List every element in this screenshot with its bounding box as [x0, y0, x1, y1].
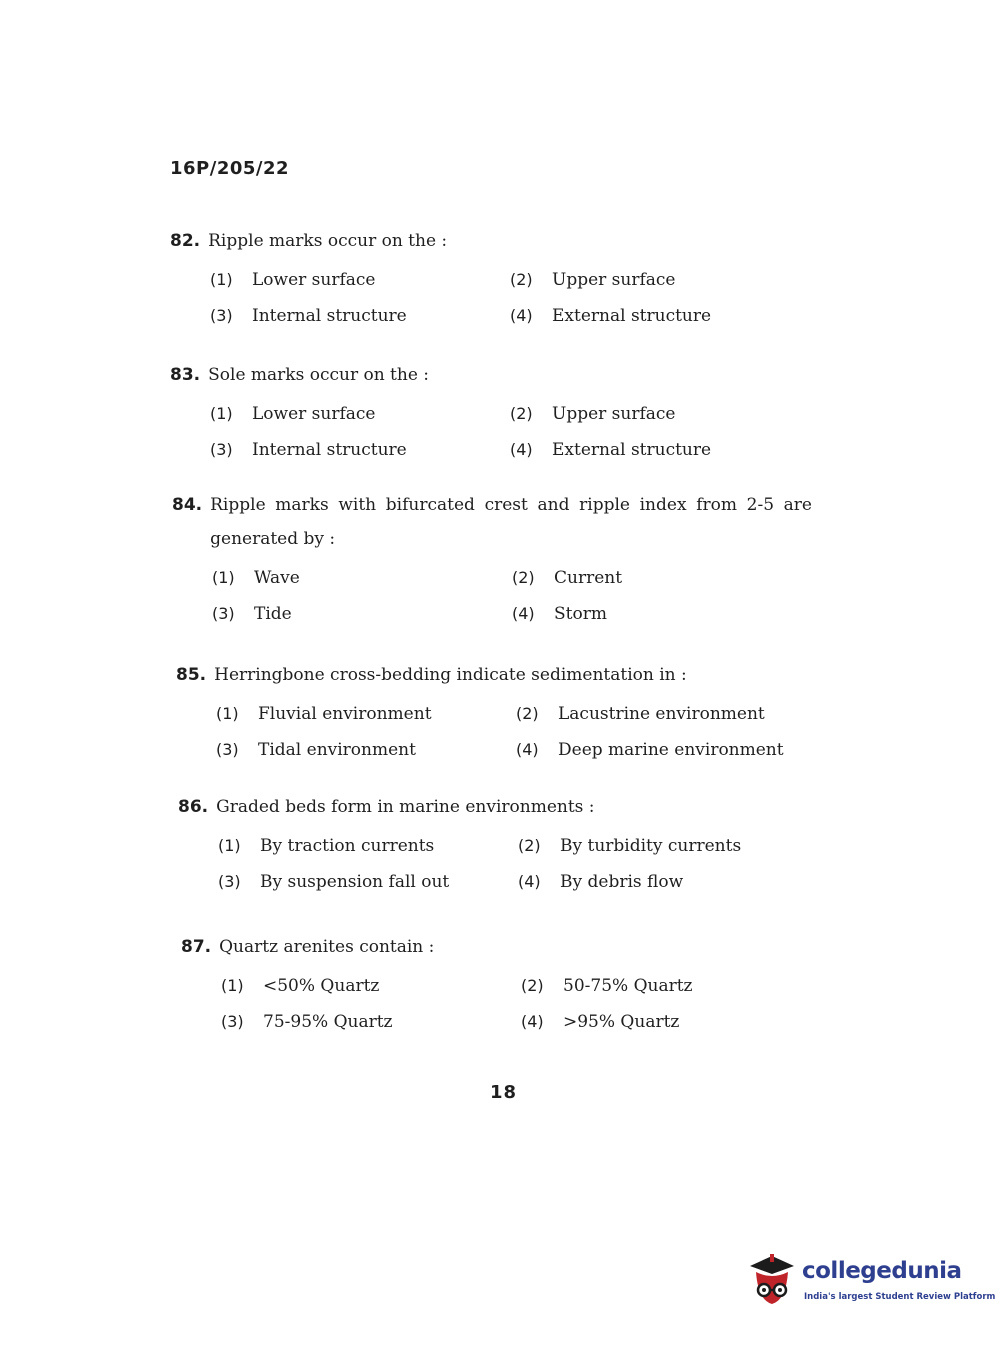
question-84 — [172, 488, 812, 628]
option-3 — [221, 1008, 521, 1036]
option-number: (1) — [210, 404, 233, 423]
question-text: Graded beds form in marine environments : — [216, 797, 595, 817]
option-2 — [512, 564, 812, 592]
option-text: External structure — [552, 440, 712, 460]
option-2 — [521, 972, 821, 1000]
question-text: Sole marks occur on the : — [208, 365, 430, 385]
option-text: External structure — [552, 306, 712, 326]
options-grid — [221, 972, 821, 1036]
option-number: (2) — [521, 976, 544, 995]
option-4 — [516, 736, 816, 764]
option-2 — [518, 832, 818, 860]
option-4 — [521, 1008, 821, 1036]
options-grid — [210, 266, 810, 330]
option-text: Upper surface — [552, 404, 676, 424]
option-1 — [218, 832, 518, 860]
option-3 — [212, 600, 512, 628]
option-number: (4) — [521, 1012, 544, 1031]
option-4 — [518, 868, 818, 896]
option-text: By suspension fall out — [260, 872, 450, 892]
option-text: By traction currents — [260, 836, 435, 856]
option-number: (1) — [221, 976, 244, 995]
question-text: Quartz arenites contain : — [219, 937, 435, 957]
option-2 — [510, 266, 810, 294]
option-number: (4) — [516, 740, 539, 759]
option-4 — [510, 302, 810, 330]
option-2 — [516, 700, 816, 728]
option-text: Deep marine environment — [558, 740, 784, 760]
option-1 — [210, 400, 510, 428]
mascot-logo-icon — [742, 1250, 802, 1310]
option-number: (3) — [216, 740, 239, 759]
option-number: (3) — [210, 306, 233, 325]
option-text: 50-75% Quartz — [563, 976, 693, 996]
brand-tagline: India's largest Student Review Platform — [804, 1292, 996, 1302]
page-number: 18 — [490, 1082, 518, 1103]
option-number: (3) — [210, 440, 233, 459]
option-number: (3) — [218, 872, 241, 891]
question-stem — [172, 488, 812, 556]
question-stem — [178, 790, 818, 824]
option-number: (2) — [516, 704, 539, 723]
option-4 — [512, 600, 812, 628]
option-number: (1) — [216, 704, 239, 723]
question-83 — [170, 358, 810, 464]
option-text: Upper surface — [552, 270, 676, 290]
question-number: 87. — [181, 937, 212, 957]
question-stem — [170, 358, 810, 392]
options-grid — [218, 832, 818, 896]
option-text: Current — [554, 568, 623, 588]
question-number: 85. — [176, 665, 207, 685]
option-number: (2) — [510, 404, 533, 423]
question-87 — [181, 930, 821, 1036]
option-text: By debris flow — [560, 872, 684, 892]
option-number: (1) — [212, 568, 235, 587]
question-85 — [176, 658, 816, 764]
option-2 — [510, 400, 810, 428]
option-text: >95% Quartz — [563, 1012, 680, 1032]
option-text: Internal structure — [252, 306, 407, 326]
option-1 — [216, 700, 516, 728]
option-text: Lacustrine environment — [558, 704, 765, 724]
option-1 — [210, 266, 510, 294]
option-number: (3) — [221, 1012, 244, 1031]
option-text: Tide — [254, 604, 292, 624]
option-text: Wave — [254, 568, 300, 588]
option-number: (1) — [218, 836, 241, 855]
option-text: Lower surface — [252, 270, 376, 290]
option-1 — [212, 564, 512, 592]
option-number: (4) — [518, 872, 541, 891]
option-text: Internal structure — [252, 440, 407, 460]
collegedunia-watermark — [742, 1250, 996, 1310]
option-number: (2) — [510, 270, 533, 289]
options-grid — [216, 700, 816, 764]
option-3 — [218, 868, 518, 896]
option-text: Tidal environment — [258, 740, 416, 760]
option-number: (3) — [212, 604, 235, 623]
question-text: Herringbone cross-bedding indicate sedimentation in : — [214, 665, 687, 685]
option-text: Lower surface — [252, 404, 376, 424]
question-number: 82. — [170, 231, 201, 251]
option-number: (4) — [512, 604, 535, 623]
question-number: 83. — [170, 365, 201, 385]
question-stem — [176, 658, 816, 692]
option-text: 75-95% Quartz — [263, 1012, 393, 1032]
option-number: (2) — [518, 836, 541, 855]
option-number: (4) — [510, 440, 533, 459]
question-number: 86. — [178, 797, 209, 817]
brand-name: collegedunia — [802, 1258, 962, 1284]
question-text: Ripple marks occur on the : — [208, 231, 448, 251]
question-number: 84. — [172, 495, 203, 515]
option-number: (4) — [510, 306, 533, 325]
options-grid — [212, 564, 812, 628]
option-1 — [221, 972, 521, 1000]
option-4 — [510, 436, 810, 464]
question-86 — [178, 790, 818, 896]
option-3 — [216, 736, 516, 764]
option-3 — [210, 302, 510, 330]
paper-code: 16P/205/22 — [170, 158, 290, 179]
option-text: Storm — [554, 604, 607, 624]
question-stem — [170, 224, 810, 258]
option-number: (2) — [512, 568, 535, 587]
question-82 — [170, 224, 810, 330]
option-text: <50% Quartz — [263, 976, 380, 996]
option-text: Fluvial environment — [258, 704, 432, 724]
option-text: By turbidity currents — [560, 836, 742, 856]
option-3 — [210, 436, 510, 464]
option-number: (1) — [210, 270, 233, 289]
question-stem — [181, 930, 821, 964]
question-text: Ripple marks with bifurcated crest and ripple index from 2-5 are generated by : — [210, 495, 812, 549]
options-grid — [210, 400, 810, 464]
